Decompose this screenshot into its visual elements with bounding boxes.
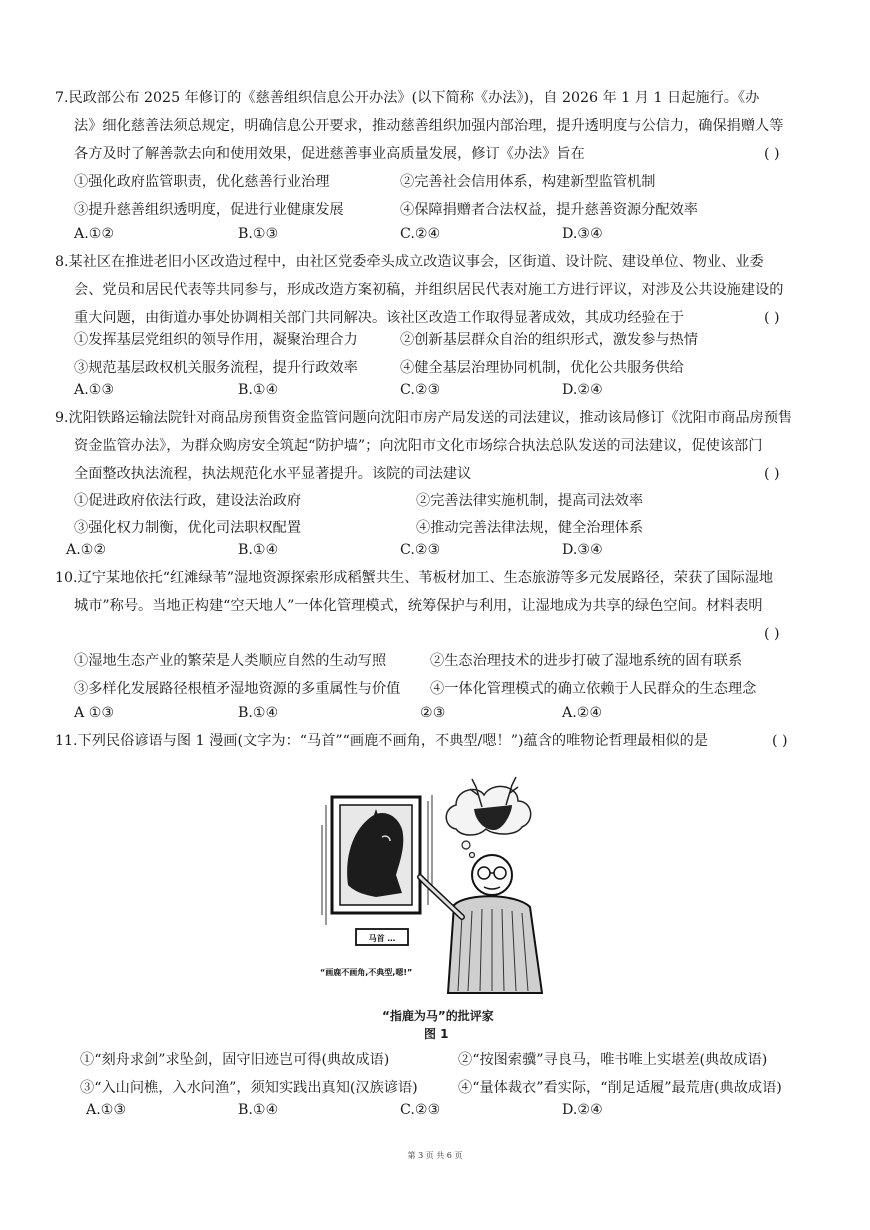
q8-statement-4: ④健全基层治理协同机制，优化公共服务供给 <box>400 360 684 376</box>
q11-choice-a[interactable]: A.①③ <box>86 1102 127 1118</box>
q10-statement-1: ①湿地生态产业的繁荣是人类顺应自然的生动写照 <box>74 653 387 669</box>
q8-stem-line-2: 会、党员和居民代表等共同参与，形成改造方案初稿，并组织居民代表对施工方进行评议，对涉及公共设施建设的 <box>74 282 784 298</box>
q8-choice-d[interactable]: D.②④ <box>562 382 603 398</box>
q10-choice-d[interactable]: A.②④ <box>562 705 603 721</box>
q11-statement-4: ④“量体裁衣”看实际，“削足适履”最荒唐(典故成语) <box>458 1080 782 1096</box>
figure-number: 图 1 <box>424 1027 449 1041</box>
q11-choice-b[interactable]: B.①④ <box>238 1102 279 1118</box>
q7-answer-paren: ( ) <box>764 146 780 162</box>
q9-choice-a[interactable]: A.①② <box>66 542 107 558</box>
cartoon-figure <box>316 765 554 1007</box>
q11-choice-c[interactable]: C.②③ <box>400 1102 441 1118</box>
q9-statement-1: ①促进政府依法行政，建设法治政府 <box>74 493 302 509</box>
q9-statement-2: ②完善法律实施机制，提高司法效率 <box>416 493 644 509</box>
q10-choice-b[interactable]: B.①④ <box>238 705 279 721</box>
q10-statement-3: ③多样化发展路径根植矛湿地资源的多重属性与价值 <box>74 681 401 697</box>
q10-statement-2: ②生态治理技术的进步打破了湿地系统的固有联系 <box>430 653 743 669</box>
q11-answer-paren: ( ) <box>772 733 788 749</box>
q7-stem-line-3: 各方及时了解善款去向和使用效果，促进慈善事业高质量发展，修订《办法》旨在 <box>74 146 585 162</box>
q8-choice-a[interactable]: A.①③ <box>74 382 115 398</box>
q7-choice-b[interactable]: B.①③ <box>238 226 279 242</box>
q11-stem-line-1: 11.下列民俗谚语与图 1 漫画(文字为：“马首”“画鹿不画角，不典型/嗯！”)蕴含的唯物论哲理最相似的是 <box>55 733 708 749</box>
q11-statement-3: ③“入山问樵，入水问渔”，须知实践出真知(汉族谚语) <box>80 1080 418 1096</box>
q7-statement-2: ②完善社会信用体系，构建新型监管机制 <box>400 174 656 190</box>
q10-answer-paren: ( ) <box>764 626 780 642</box>
q8-stem-line-1: 8.某社区在推进老旧小区改造过程中，由社区党委牵头成立改造议事会，区街道、设计院、建设单位、物业、业委 <box>55 254 764 270</box>
q11-statement-1: ①“刻舟求剑”求坠剑，固守旧迹岂可得(典故成语) <box>80 1052 390 1068</box>
q11-statement-2: ②“按图索骥”寻良马，唯书唯上实堪差(典故成语) <box>458 1052 768 1068</box>
q7-stem-line-1: 7.民政部公布 2025 年修订的《慈善组织信息公开办法》(以下简称《办法》)，自 2026 年 1 月 1 日起施行。《办 <box>55 90 760 106</box>
q8-answer-paren: ( ) <box>764 310 780 326</box>
q9-choice-d[interactable]: D.③④ <box>562 542 603 558</box>
q9-choice-b[interactable]: B.①④ <box>238 542 279 558</box>
q7-choice-c[interactable]: C.②④ <box>400 226 441 242</box>
q9-choice-c[interactable]: C.②③ <box>400 542 441 558</box>
q7-stem-line-2: 法》细化慈善法须总规定，明确信息公开要求，推动慈善组织加强内部治理，提升透明度与公信力，确保捐赠人等 <box>74 118 784 134</box>
q11-choice-d[interactable]: D.②④ <box>562 1102 603 1118</box>
q10-stem-line-1: 10.辽宁某地依托“红滩绿苇”湿地资源探索形成稻蟹共生、苇板材加工、生态旅游等多元发展路径，荣获了国际湿地 <box>55 570 774 586</box>
q7-statement-1: ①强化政府监管职责，优化慈善行业治理 <box>74 174 330 190</box>
q9-stem-line-1: 9.沈阳铁路运输法院针对商品房预售资金监管问题向沈阳市房产局发送的司法建议，推动该局修订《沈阳市商品房预售 <box>55 410 793 426</box>
plaque-text: 马首 … <box>368 934 396 943</box>
q9-statement-3: ③强化权力制衡，优化司法职权配置 <box>74 520 302 536</box>
q10-stem-line-2: 城市”称号。当地正构建“空天地人”一体化管理模式，统筹保护与利用，让湿地成为共享的绿色空间。材料表明 <box>74 598 763 614</box>
cartoon-speech-text: “画鹿不画角,不典型,嗯!” <box>320 968 413 977</box>
q9-answer-paren: ( ) <box>764 466 780 482</box>
figure-title: “指鹿为马”的批评家 <box>382 1009 494 1023</box>
q9-stem-line-2: 资金监管办法》，为群众购房安全筑起“防护墙”；向沈阳市文化市场综合执法总队发送的司法建议，促使该部门 <box>74 438 763 454</box>
q8-statement-1: ①发挥基层党组织的领导作用，凝聚治理合力 <box>74 332 358 348</box>
q7-choice-d[interactable]: D.③④ <box>562 226 603 242</box>
q7-statement-4: ④保障捐赠者合法权益，提升慈善资源分配效率 <box>400 202 698 218</box>
q10-choice-a[interactable]: A ①③ <box>74 705 115 721</box>
q9-statement-4: ④推动完善法律法规，健全治理体系 <box>416 520 644 536</box>
q8-choice-b[interactable]: B.①④ <box>238 382 279 398</box>
q10-choice-c[interactable]: ②③ <box>420 705 446 721</box>
q8-choice-c[interactable]: C.②③ <box>400 382 441 398</box>
q7-statement-3: ③提升慈善组织透明度，促进行业健康发展 <box>74 202 344 218</box>
q10-statement-4: ④一体化管理模式的确立依赖于人民群众的生态理念 <box>430 681 757 697</box>
q7-choice-a[interactable]: A.①② <box>74 226 115 242</box>
page-footer: 第 3 页 共 6 页 <box>407 1151 463 1160</box>
q9-stem-line-3: 全面整改执法流程，执法规范化水平显著提升。该院的司法建议 <box>74 466 472 482</box>
q8-statement-3: ③规范基层政权机关服务流程，提升行政效率 <box>74 360 358 376</box>
q8-stem-line-3: 重大问题，由街道办事处协调相关部门共同解决。该社区改造工作取得显著成效，其成功经验在于 <box>74 310 685 326</box>
q8-statement-2: ②创新基层群众自治的组织形式，激发参与热情 <box>400 332 698 348</box>
